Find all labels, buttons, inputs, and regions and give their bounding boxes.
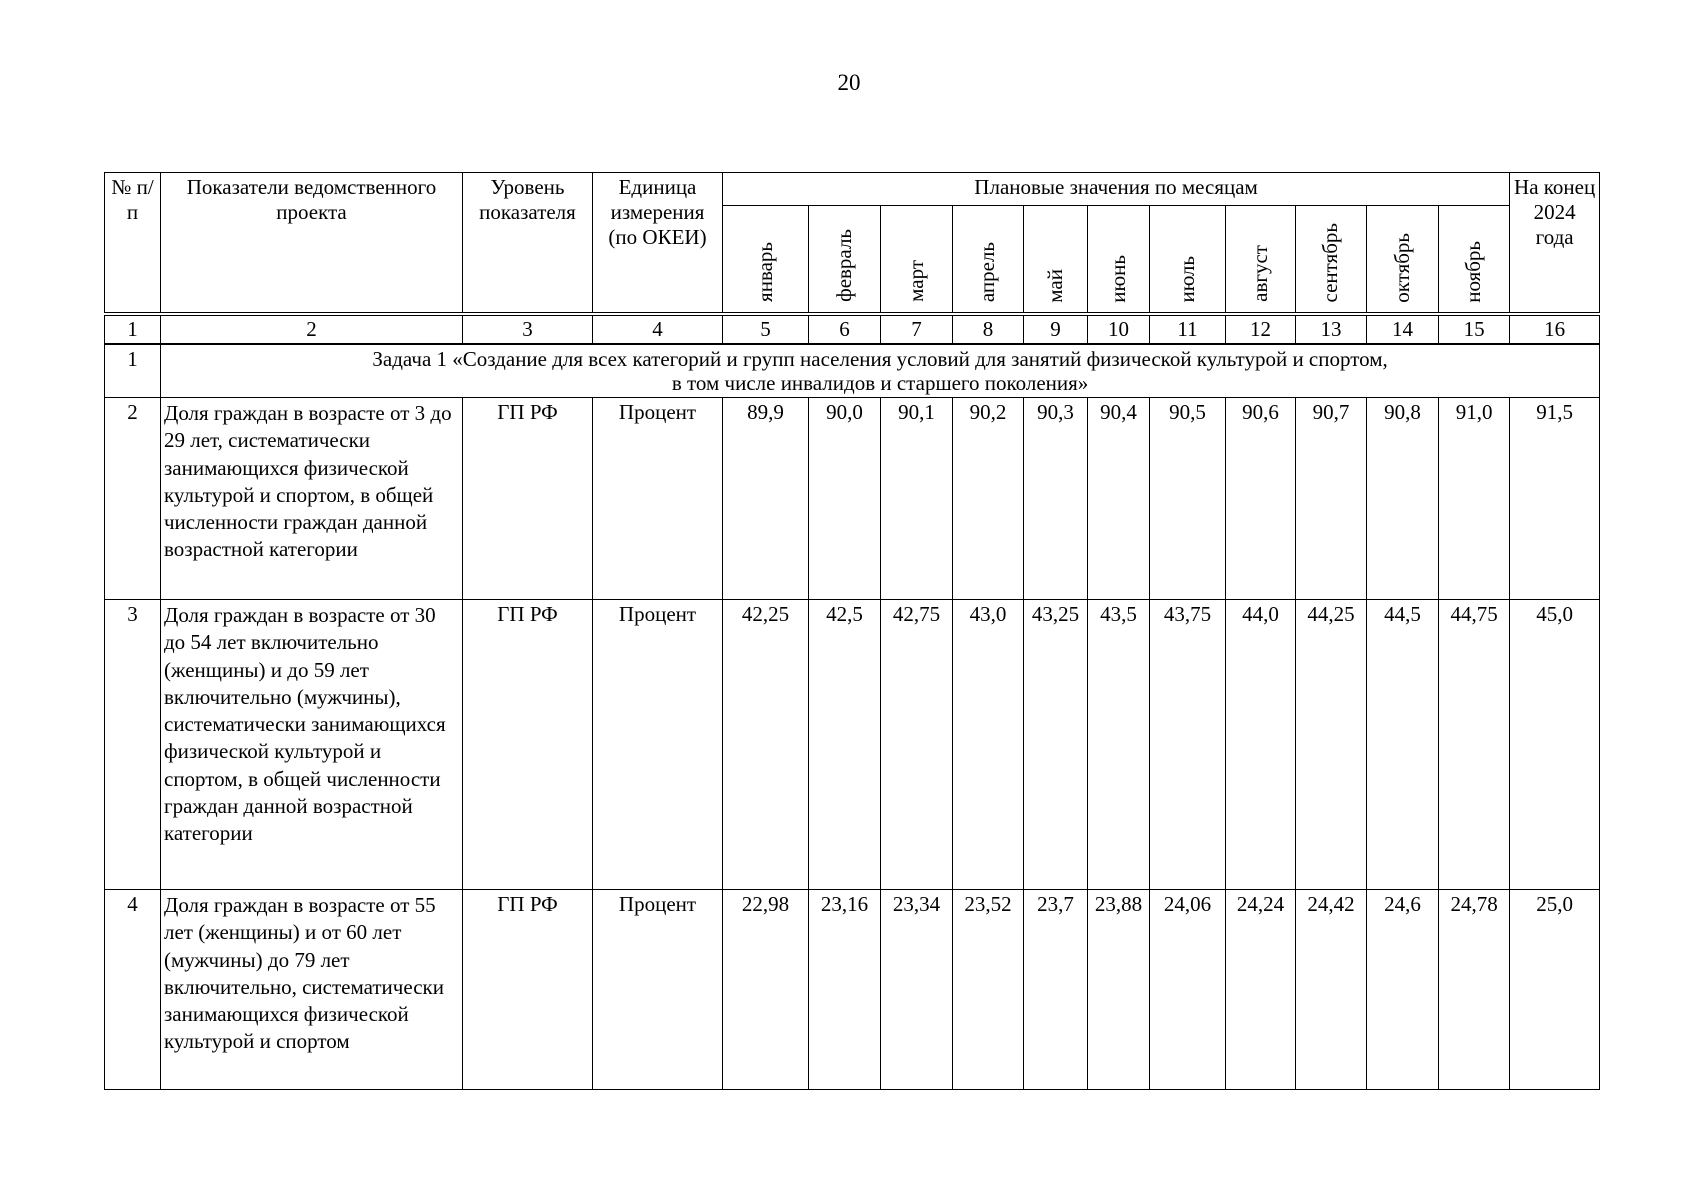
table-row [105,889,1600,1089]
month-value: 90,7 [1296,397,1367,599]
month-header: ноябрь [1439,206,1510,314]
indicator-level: ГП РФ [463,599,593,889]
task-title [161,344,1600,398]
column-number: 1 [105,314,161,344]
month-value: 22,98 [723,889,809,1089]
month-value: 90,8 [1367,397,1439,599]
month-header: май [1024,206,1088,314]
month-value: 24,6 [1367,889,1439,1089]
header-indicator: Показатели ведомственного проекта [161,173,463,314]
page-number: 20 [837,70,861,95]
header-year-end: На конец 2024 года [1510,173,1600,314]
column-number: 7 [881,314,953,344]
month-header: август [1226,206,1296,314]
month-value: 90,2 [953,397,1024,599]
month-value: 42,25 [723,599,809,889]
header-row [105,173,1600,206]
header-unit: Единица измерения (по ОКЕИ) [593,173,723,314]
column-number: 12 [1226,314,1296,344]
header-num: № п/п [105,173,161,314]
month-value: 23,16 [809,889,881,1089]
month-value: 24,42 [1296,889,1367,1089]
indicator-name: Доля граждан в возрасте от 55 лет (женщины) и от 60 лет (мужчины) до 79 лет включительно, систематически занимающихся физической культурой и спортом [161,889,463,1089]
month-value: 43,0 [953,599,1024,889]
column-number: 6 [809,314,881,344]
row-num: 2 [105,397,161,599]
column-number: 5 [723,314,809,344]
column-number: 14 [1367,314,1439,344]
task-row [105,344,1600,398]
column-number: 8 [953,314,1024,344]
column-number: 13 [1296,314,1367,344]
column-number: 11 [1150,314,1226,344]
month-value: 24,24 [1226,889,1296,1089]
task-title-line-1: Задача 1 «Создание для всех категорий и групп населения условий для занятий физической культурой и спортом, [372,346,1388,371]
indicator-unit: Процент [593,889,723,1089]
column-number-row [105,314,1600,344]
column-number: 10 [1088,314,1150,344]
month-value: 90,5 [1150,397,1226,599]
month-value: 42,75 [881,599,953,889]
month-header: январь [723,206,809,314]
month-header: июль [1150,206,1226,314]
column-number: 15 [1439,314,1510,344]
column-number: 9 [1024,314,1088,344]
month-value: 23,7 [1024,889,1088,1089]
indicator-level: ГП РФ [463,397,593,599]
month-value: 90,4 [1088,397,1150,599]
task-title-line-2: в том числе инвалидов и старшего поколения» [671,370,1089,395]
month-value: 91,0 [1439,397,1510,599]
year-end-value: 45,0 [1510,599,1600,889]
month-value: 43,75 [1150,599,1226,889]
month-header: июнь [1088,206,1150,314]
indicator-unit: Процент [593,599,723,889]
month-value: 44,25 [1296,599,1367,889]
table-row [105,599,1600,889]
planned-values-table [104,172,1600,1090]
month-value: 43,25 [1024,599,1088,889]
month-value: 43,5 [1088,599,1150,889]
row-num: 4 [105,889,161,1089]
column-number: 3 [463,314,593,344]
month-value: 23,88 [1088,889,1150,1089]
month-header: сентябрь [1296,206,1367,314]
row-num: 3 [105,599,161,889]
month-value: 44,5 [1367,599,1439,889]
month-value: 89,9 [723,397,809,599]
month-value: 23,34 [881,889,953,1089]
month-header: февраль [809,206,881,314]
column-number: 16 [1510,314,1600,344]
header-level: Уровень показателя [463,173,593,314]
month-value: 44,75 [1439,599,1510,889]
table-row [105,397,1600,599]
year-end-value: 25,0 [1510,889,1600,1089]
month-header: март [881,206,953,314]
year-end-value: 91,5 [1510,397,1600,599]
month-value: 90,6 [1226,397,1296,599]
indicator-level: ГП РФ [463,889,593,1089]
month-value: 90,0 [809,397,881,599]
month-value: 44,0 [1226,599,1296,889]
month-value: 23,52 [953,889,1024,1089]
month-value: 24,06 [1150,889,1226,1089]
month-value: 42,5 [809,599,881,889]
indicator-name: Доля граждан в возрасте от 3 до 29 лет, систематически занимающихся физической культурой и спортом, в общей численности граждан данной возрастной категории [161,397,463,599]
indicator-unit: Процент [593,397,723,599]
month-value: 90,3 [1024,397,1088,599]
task-num: 1 [105,344,161,398]
month-header: октябрь [1367,206,1439,314]
month-header: апрель [953,206,1024,314]
month-value: 90,1 [881,397,953,599]
column-number: 4 [593,314,723,344]
month-value: 24,78 [1439,889,1510,1089]
header-planned: Плановые значения по месяцам [723,173,1510,206]
column-number: 2 [161,314,463,344]
indicator-name: Доля граждан в возрасте от 30 до 54 лет включительно (женщины) и до 59 лет включительно (мужчины), систематически занимающихся физической культурой и спортом, в общей численности граждан данной возрастной категории [161,599,463,889]
